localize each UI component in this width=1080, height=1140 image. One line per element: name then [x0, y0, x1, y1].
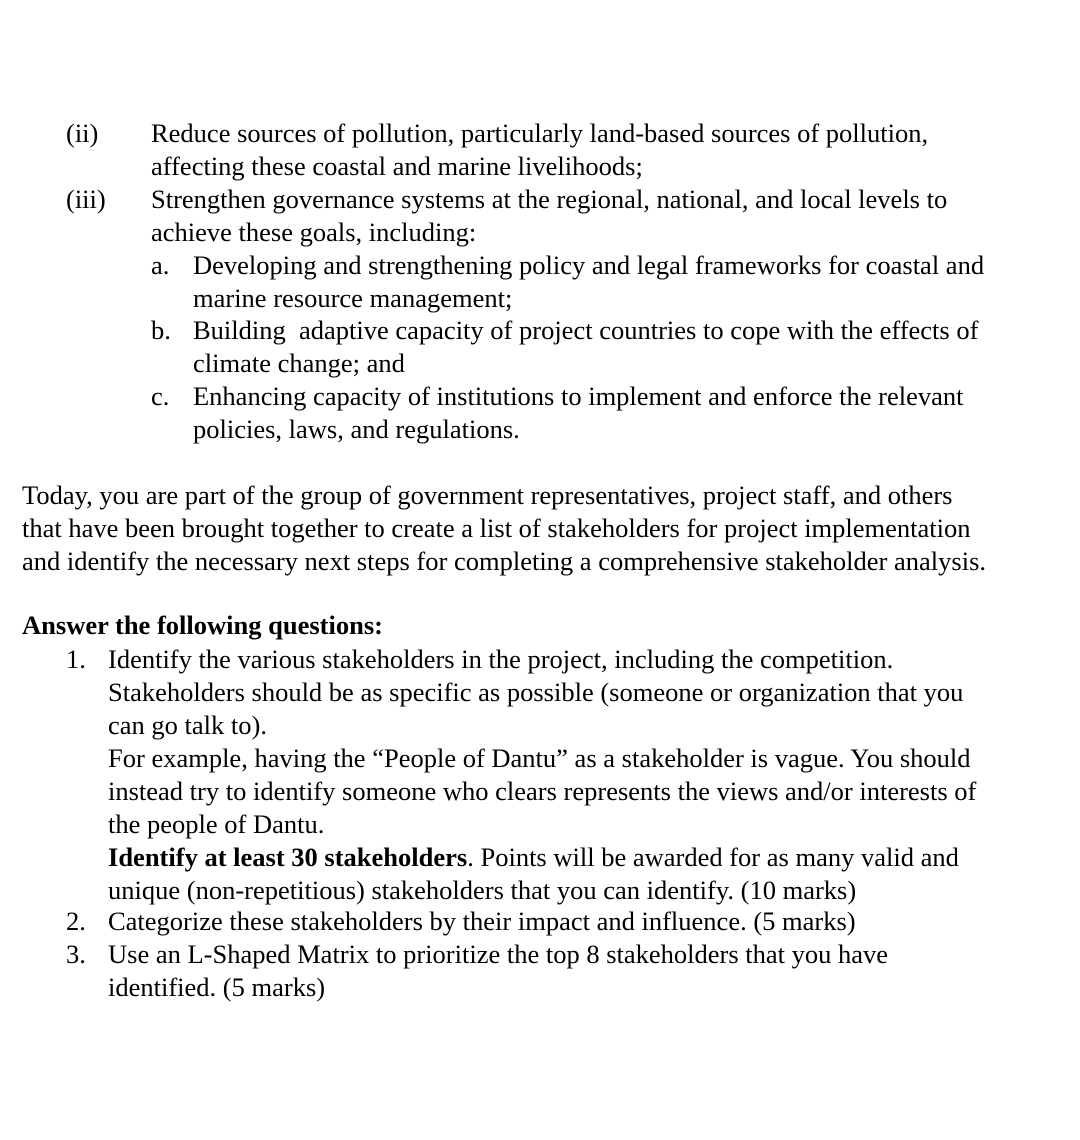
question-text	[108, 905, 1056, 938]
text-line: marine resource management;	[193, 283, 513, 313]
text-line: Strengthen governance systems at the regional, national, and local levels to	[151, 184, 948, 214]
sub-list-text	[193, 314, 1061, 380]
bold-instruction: Identify at least 30 stakeholders	[108, 842, 468, 872]
text-line: identified. (5 marks)	[108, 972, 326, 1002]
question-text	[108, 643, 1056, 907]
text-line: climate change; and	[193, 348, 405, 378]
list-item-text	[151, 117, 1056, 183]
emphasis-line	[108, 841, 1056, 874]
text-line: Use an L-Shaped Matrix to prioritize the top 8 stakeholders that you have	[108, 939, 889, 969]
text-line: affecting these coastal and marine livelihoods;	[151, 151, 643, 181]
text-line: Enhancing capacity of institutions to implement and enforce the relevant	[193, 381, 964, 411]
text-line: Building adaptive capacity of project countries to cope with the effects of	[193, 315, 979, 345]
text-line: Reduce sources of pollution, particularly land-based sources of pollution,	[151, 118, 929, 148]
text-line: Categorize these stakeholders by their impact and influence. (5 marks)	[108, 906, 856, 936]
sub-list-letter: a.	[151, 250, 170, 280]
instruction-tail: . Points will be awarded for as many valid and	[467, 842, 959, 872]
list-numeral: (ii)	[66, 118, 99, 148]
sub-list-text	[193, 249, 1061, 315]
text-line: achieve these goals, including:	[151, 217, 477, 247]
text-line: Today, you are part of the group of government representatives, project staff, and others	[22, 480, 953, 510]
text-line: that have been brought together to create a list of stakeholders for project implementation	[22, 513, 971, 543]
text-line: Identify the various stakeholders in the project, including the competition.	[108, 644, 894, 674]
sub-list-letter: b.	[151, 315, 171, 345]
text-line: instead try to identify someone who clears represents the views and/or interests of	[108, 776, 977, 806]
text-line: can go talk to).	[108, 710, 267, 740]
text-line: policies, laws, and regulations.	[193, 414, 520, 444]
intro-paragraph	[22, 479, 1072, 578]
text-line: Developing and strengthening policy and legal frameworks for coastal and	[193, 250, 985, 280]
question-number: 2.	[66, 906, 86, 936]
question-number: 1.	[66, 644, 86, 674]
questions-heading: Answer the following questions:	[22, 610, 383, 640]
sub-list-text	[193, 380, 1061, 446]
text-line: and identify the necessary next steps for completing a comprehensive stakeholder analysis.	[22, 546, 987, 576]
text-line: the people of Dantu.	[108, 809, 325, 839]
question-number: 3.	[66, 939, 86, 969]
list-numeral: (iii)	[66, 184, 106, 214]
sub-list-letter: c.	[151, 381, 170, 411]
text-line: For example, having the “People of Dantu” as a stakeholder is vague. You should	[108, 743, 971, 773]
list-item-text	[151, 183, 1056, 249]
question-text	[108, 938, 1056, 1004]
text-line: Stakeholders should be as specific as possible (someone or organization that you	[108, 677, 964, 707]
text-line: unique (non-repetitious) stakeholders that you can identify. (10 marks)	[108, 875, 857, 905]
